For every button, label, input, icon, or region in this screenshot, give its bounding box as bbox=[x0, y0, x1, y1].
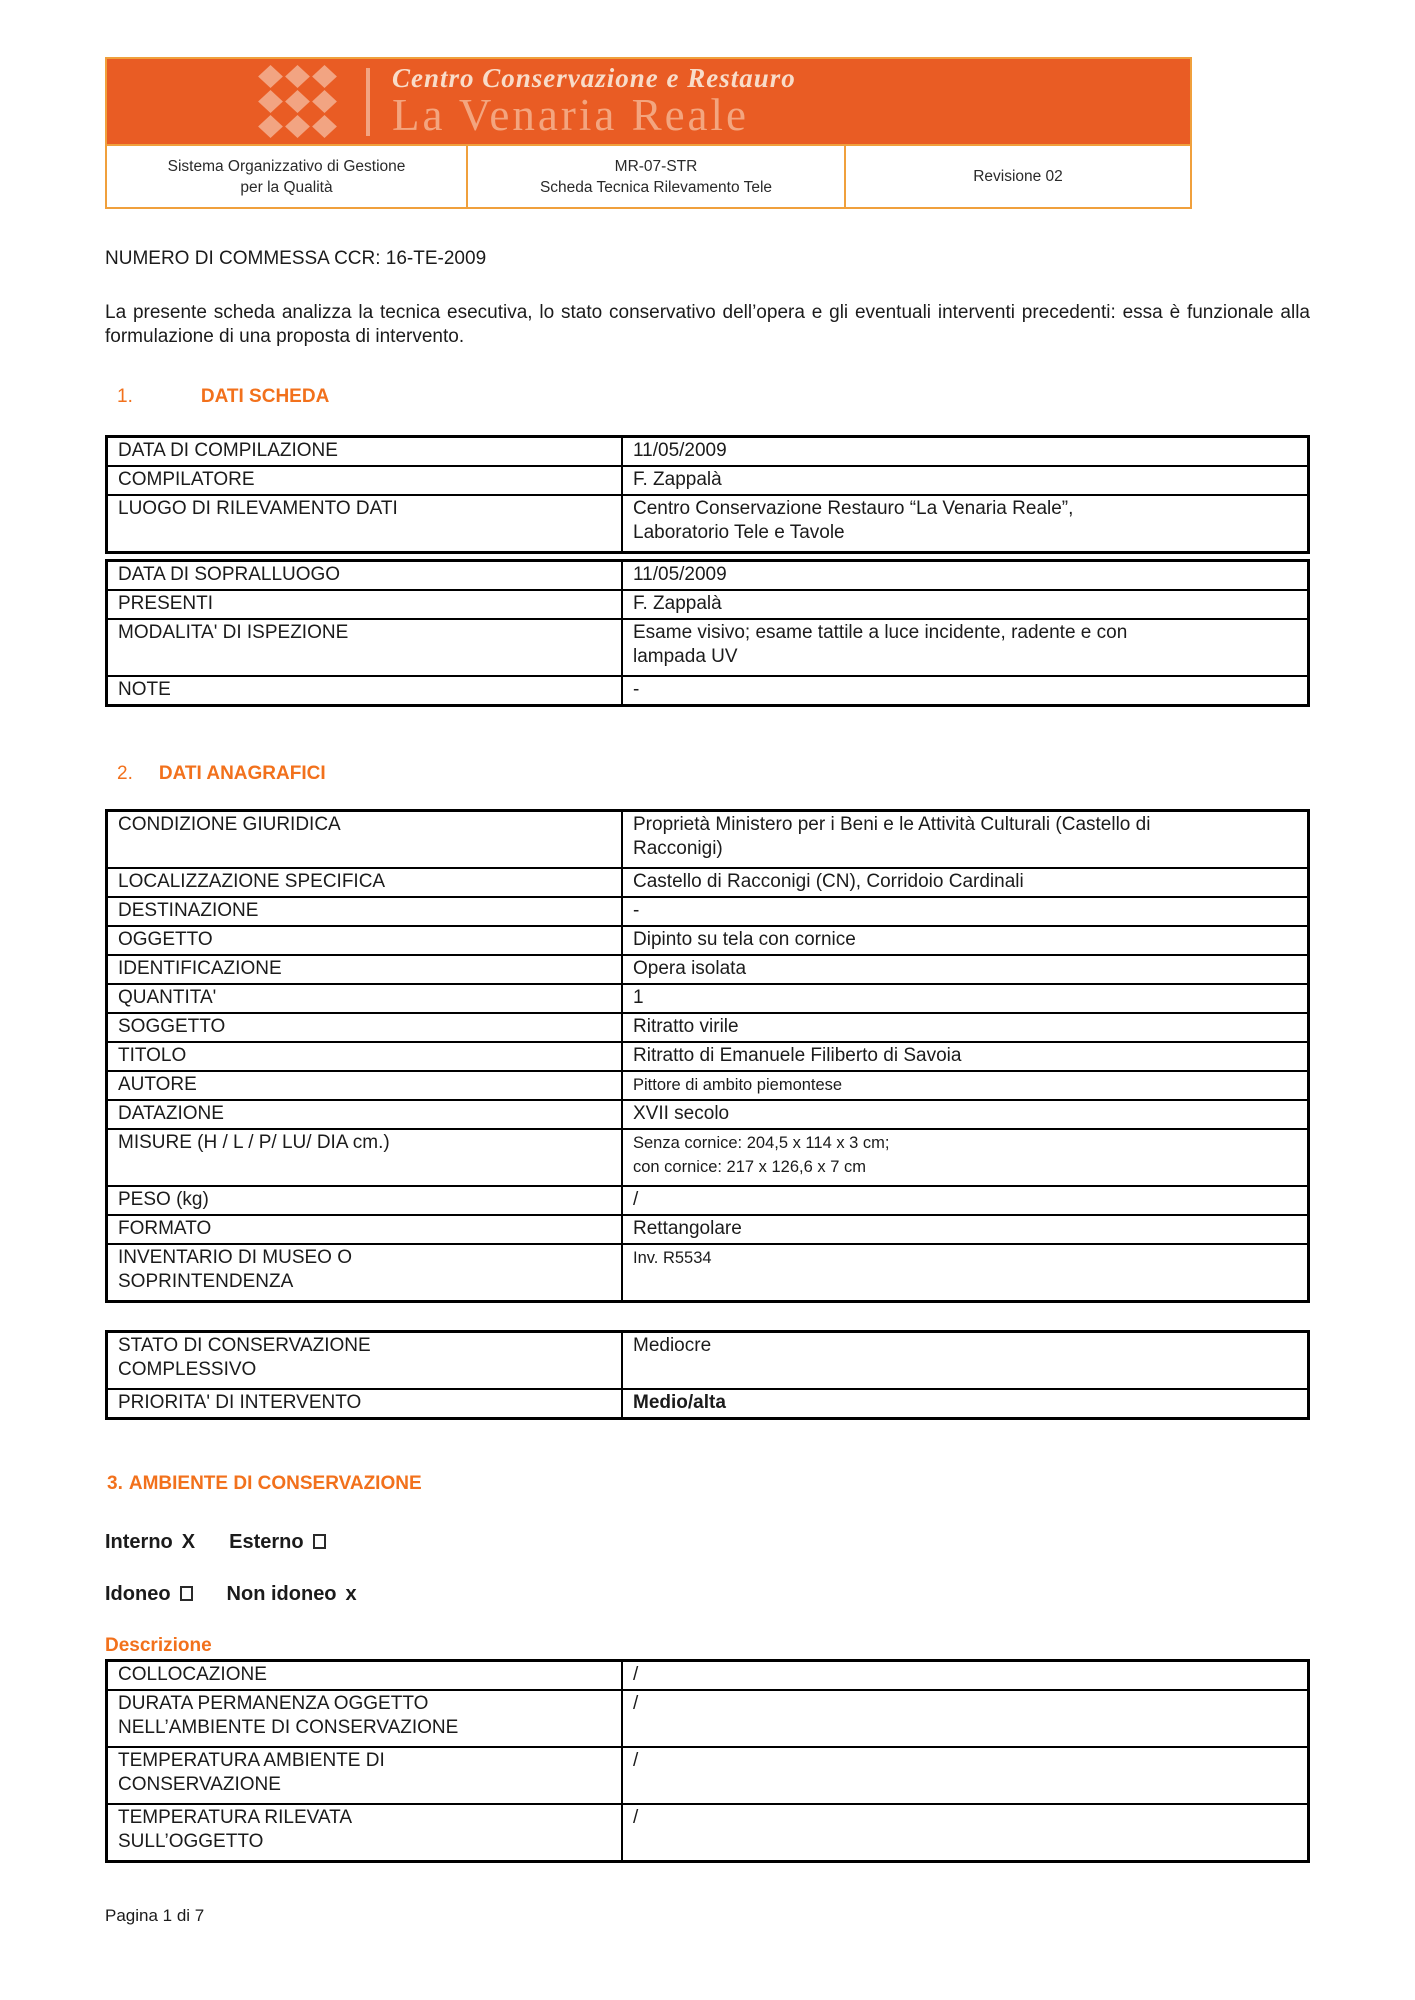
row-label: TEMPERATURA AMBIENTE DI CONSERVAZIONE bbox=[108, 1748, 623, 1803]
row-label: TEMPERATURA RILEVATA SULL’OGGETTO bbox=[108, 1805, 623, 1860]
row-label: CONDIZIONE GIURIDICA bbox=[108, 812, 623, 867]
header-titles bbox=[392, 65, 796, 138]
table-ambiente-descrizione bbox=[105, 1659, 1310, 1863]
idoneo-label: Idoneo bbox=[105, 1583, 171, 1605]
table-row bbox=[108, 1041, 1307, 1070]
row-value: Ritratto di Emanuele Filiberto di Savoia bbox=[633, 1045, 962, 1066]
table-row bbox=[108, 1388, 1307, 1417]
section-1-title: DATI SCHEDA bbox=[200, 386, 330, 407]
row-value: Medio/alta bbox=[633, 1392, 726, 1413]
row-label: INVENTARIO DI MUSEO O SOPRINTENDENZA bbox=[108, 1245, 623, 1300]
table-row bbox=[108, 867, 1307, 896]
row-label: SOGGETTO bbox=[108, 1014, 623, 1041]
non-idoneo-label: Non idoneo bbox=[226, 1583, 337, 1605]
row-value: Centro Conservazione Restauro “La Venaria Reale”, Laboratorio Tele e Tavole bbox=[633, 498, 1074, 543]
row-value: Ritratto virile bbox=[633, 1016, 739, 1037]
table-dati-scheda-a bbox=[105, 435, 1310, 554]
table-row bbox=[108, 589, 1307, 618]
org-name-line2: La Venaria Reale bbox=[392, 90, 750, 140]
table-row bbox=[108, 925, 1307, 954]
table-stato-conservazione bbox=[105, 1330, 1310, 1420]
row-label: LUOGO DI RILEVAMENTO DATI bbox=[108, 496, 623, 551]
commessa-line: NUMERO DI COMMESSA CCR: 16-TE-2009 bbox=[105, 248, 487, 269]
table-row bbox=[108, 1070, 1307, 1099]
interno-label: Interno bbox=[105, 1531, 173, 1553]
row-label: PESO (kg) bbox=[108, 1187, 623, 1214]
section-2-heading bbox=[105, 763, 1310, 785]
row-value: / bbox=[633, 1189, 639, 1210]
row-label: STATO DI CONSERVAZIONE COMPLESSIVO bbox=[108, 1333, 623, 1388]
table-row bbox=[108, 983, 1307, 1012]
row-value: Rettangolare bbox=[633, 1218, 742, 1239]
row-label: IDENTIFICAZIONE bbox=[108, 956, 623, 983]
row-value: Mediocre bbox=[633, 1335, 712, 1356]
table-dati-anagrafici bbox=[105, 809, 1310, 1303]
org-name-line1: Centro Conservazione e Restauro bbox=[392, 63, 796, 93]
table-row bbox=[108, 1128, 1307, 1185]
interno-mark: X bbox=[181, 1531, 196, 1553]
row-value: 1 bbox=[633, 987, 644, 1008]
row-value: XVII secolo bbox=[633, 1103, 730, 1124]
codice-line2: Scheda Tecnica Rilevamento Tele bbox=[539, 178, 773, 196]
venaria-diamond-logo-icon bbox=[257, 64, 338, 139]
table-row bbox=[108, 1214, 1307, 1243]
non-idoneo-mark: x bbox=[345, 1583, 357, 1605]
header-cell-sistema bbox=[107, 146, 466, 207]
row-value: Dipinto su tela con cornice bbox=[633, 929, 856, 950]
table-row bbox=[108, 438, 1307, 465]
sistema-line2: per la Qualità bbox=[240, 178, 333, 196]
row-label: OGGETTO bbox=[108, 927, 623, 954]
table-row bbox=[108, 1185, 1307, 1214]
table-dati-scheda-b bbox=[105, 559, 1310, 707]
table-row bbox=[108, 954, 1307, 983]
row-value: Pittore di ambito piemontese bbox=[633, 1076, 843, 1094]
row-value: 11/05/2009 bbox=[633, 440, 727, 461]
table-row bbox=[108, 494, 1307, 551]
row-label: FORMATO bbox=[108, 1216, 623, 1243]
section-3-heading bbox=[105, 1473, 1310, 1495]
esterno-label: Esterno bbox=[229, 1531, 304, 1553]
row-value: Senza cornice: 204,5 x 114 x 3 cm; con cornice: 217 x 126,6 x 7 cm bbox=[633, 1134, 890, 1176]
intro-paragraph: La presente scheda analizza la tecnica esecutiva, lo stato conservativo dell’opera e gli eventuali interventi precedenti: essa è funzionale alla formulazione di una proposta di intervento. bbox=[105, 302, 1310, 347]
row-value: Inv. R5534 bbox=[633, 1249, 712, 1267]
row-label: COMPILATORE bbox=[108, 467, 623, 494]
table-row bbox=[108, 465, 1307, 494]
row-value: / bbox=[633, 1750, 639, 1771]
table-row bbox=[108, 1333, 1307, 1388]
table-row bbox=[108, 1012, 1307, 1041]
descrizione-label: Descrizione bbox=[105, 1635, 212, 1656]
row-value: / bbox=[633, 1664, 639, 1685]
row-label: DURATA PERMANENZA OGGETTO NELL’AMBIENTE DI CONSERVAZIONE bbox=[108, 1691, 623, 1746]
header-divider bbox=[366, 68, 370, 136]
revisione-label: Revisione 02 bbox=[973, 168, 1063, 185]
row-value: F. Zappalà bbox=[633, 593, 722, 614]
section-2-title: DATI ANAGRAFICI bbox=[158, 763, 326, 784]
header-cell-revisione bbox=[844, 146, 1190, 207]
row-label: PRESENTI bbox=[108, 591, 623, 618]
row-label: NOTE bbox=[108, 677, 623, 704]
row-label: PRIORITA' DI INTERVENTO bbox=[108, 1390, 623, 1417]
row-value: / bbox=[633, 1807, 639, 1828]
table-row bbox=[108, 1099, 1307, 1128]
row-label: DATAZIONE bbox=[108, 1101, 623, 1128]
document-header bbox=[105, 57, 1192, 209]
section-3-number: 3. bbox=[107, 1473, 123, 1494]
table-row bbox=[108, 1243, 1307, 1300]
row-label: TITOLO bbox=[108, 1043, 623, 1070]
table-row bbox=[108, 1689, 1307, 1746]
row-value: Castello di Racconigi (CN), Corridoio Cardinali bbox=[633, 871, 1024, 892]
table-row bbox=[108, 1746, 1307, 1803]
row-value: - bbox=[633, 900, 640, 921]
row-label: AUTORE bbox=[108, 1072, 623, 1099]
row-value: Esame visivo; esame tattile a luce incidente, radente e con lampada UV bbox=[633, 622, 1128, 667]
row-label: QUANTITA' bbox=[108, 985, 623, 1012]
row-label: DATA DI COMPILAZIONE bbox=[108, 438, 623, 465]
sistema-line1: Sistema Organizzativo di Gestione bbox=[167, 157, 406, 175]
esterno-checkbox-icon bbox=[313, 1534, 326, 1549]
row-label: LOCALIZZAZIONE SPECIFICA bbox=[108, 869, 623, 896]
section-2-number: 2. bbox=[117, 763, 133, 784]
row-value: F. Zappalà bbox=[633, 469, 722, 490]
table-row bbox=[108, 675, 1307, 704]
row-value: / bbox=[633, 1693, 639, 1714]
header-cell-codice bbox=[466, 146, 844, 207]
row-label: DESTINAZIONE bbox=[108, 898, 623, 925]
idoneo-line bbox=[105, 1583, 1310, 1606]
row-label: MODALITA' DI ISPEZIONE bbox=[108, 620, 623, 675]
interno-esterno-line bbox=[105, 1531, 1310, 1554]
document-content bbox=[105, 248, 1310, 1926]
table-row bbox=[108, 812, 1307, 867]
codice-line1: MR-07-STR bbox=[614, 157, 698, 175]
table-row bbox=[108, 1662, 1307, 1689]
row-value: 11/05/2009 bbox=[633, 564, 727, 585]
section-1-heading bbox=[105, 386, 1310, 408]
header-info-row bbox=[105, 146, 1192, 209]
table-row bbox=[108, 1803, 1307, 1860]
row-value: Opera isolata bbox=[633, 958, 747, 979]
row-value: - bbox=[633, 679, 640, 700]
page-number: Pagina 1 di 7 bbox=[105, 1906, 205, 1925]
idoneo-checkbox-icon bbox=[180, 1586, 193, 1601]
table-row bbox=[108, 562, 1307, 589]
table-row bbox=[108, 896, 1307, 925]
table-row bbox=[108, 618, 1307, 675]
row-label: DATA DI SOPRALLUOGO bbox=[108, 562, 623, 589]
header-banner bbox=[105, 57, 1192, 146]
section-3-title: AMBIENTE DI CONSERVAZIONE bbox=[128, 1473, 422, 1494]
row-label: COLLOCAZIONE bbox=[108, 1662, 623, 1689]
section-1-number: 1. bbox=[117, 386, 133, 407]
row-label: MISURE (H / L / P/ LU/ DIA cm.) bbox=[108, 1130, 623, 1185]
row-value: Proprietà Ministero per i Beni e le Attività Culturali (Castello di Racconigi) bbox=[633, 814, 1151, 859]
